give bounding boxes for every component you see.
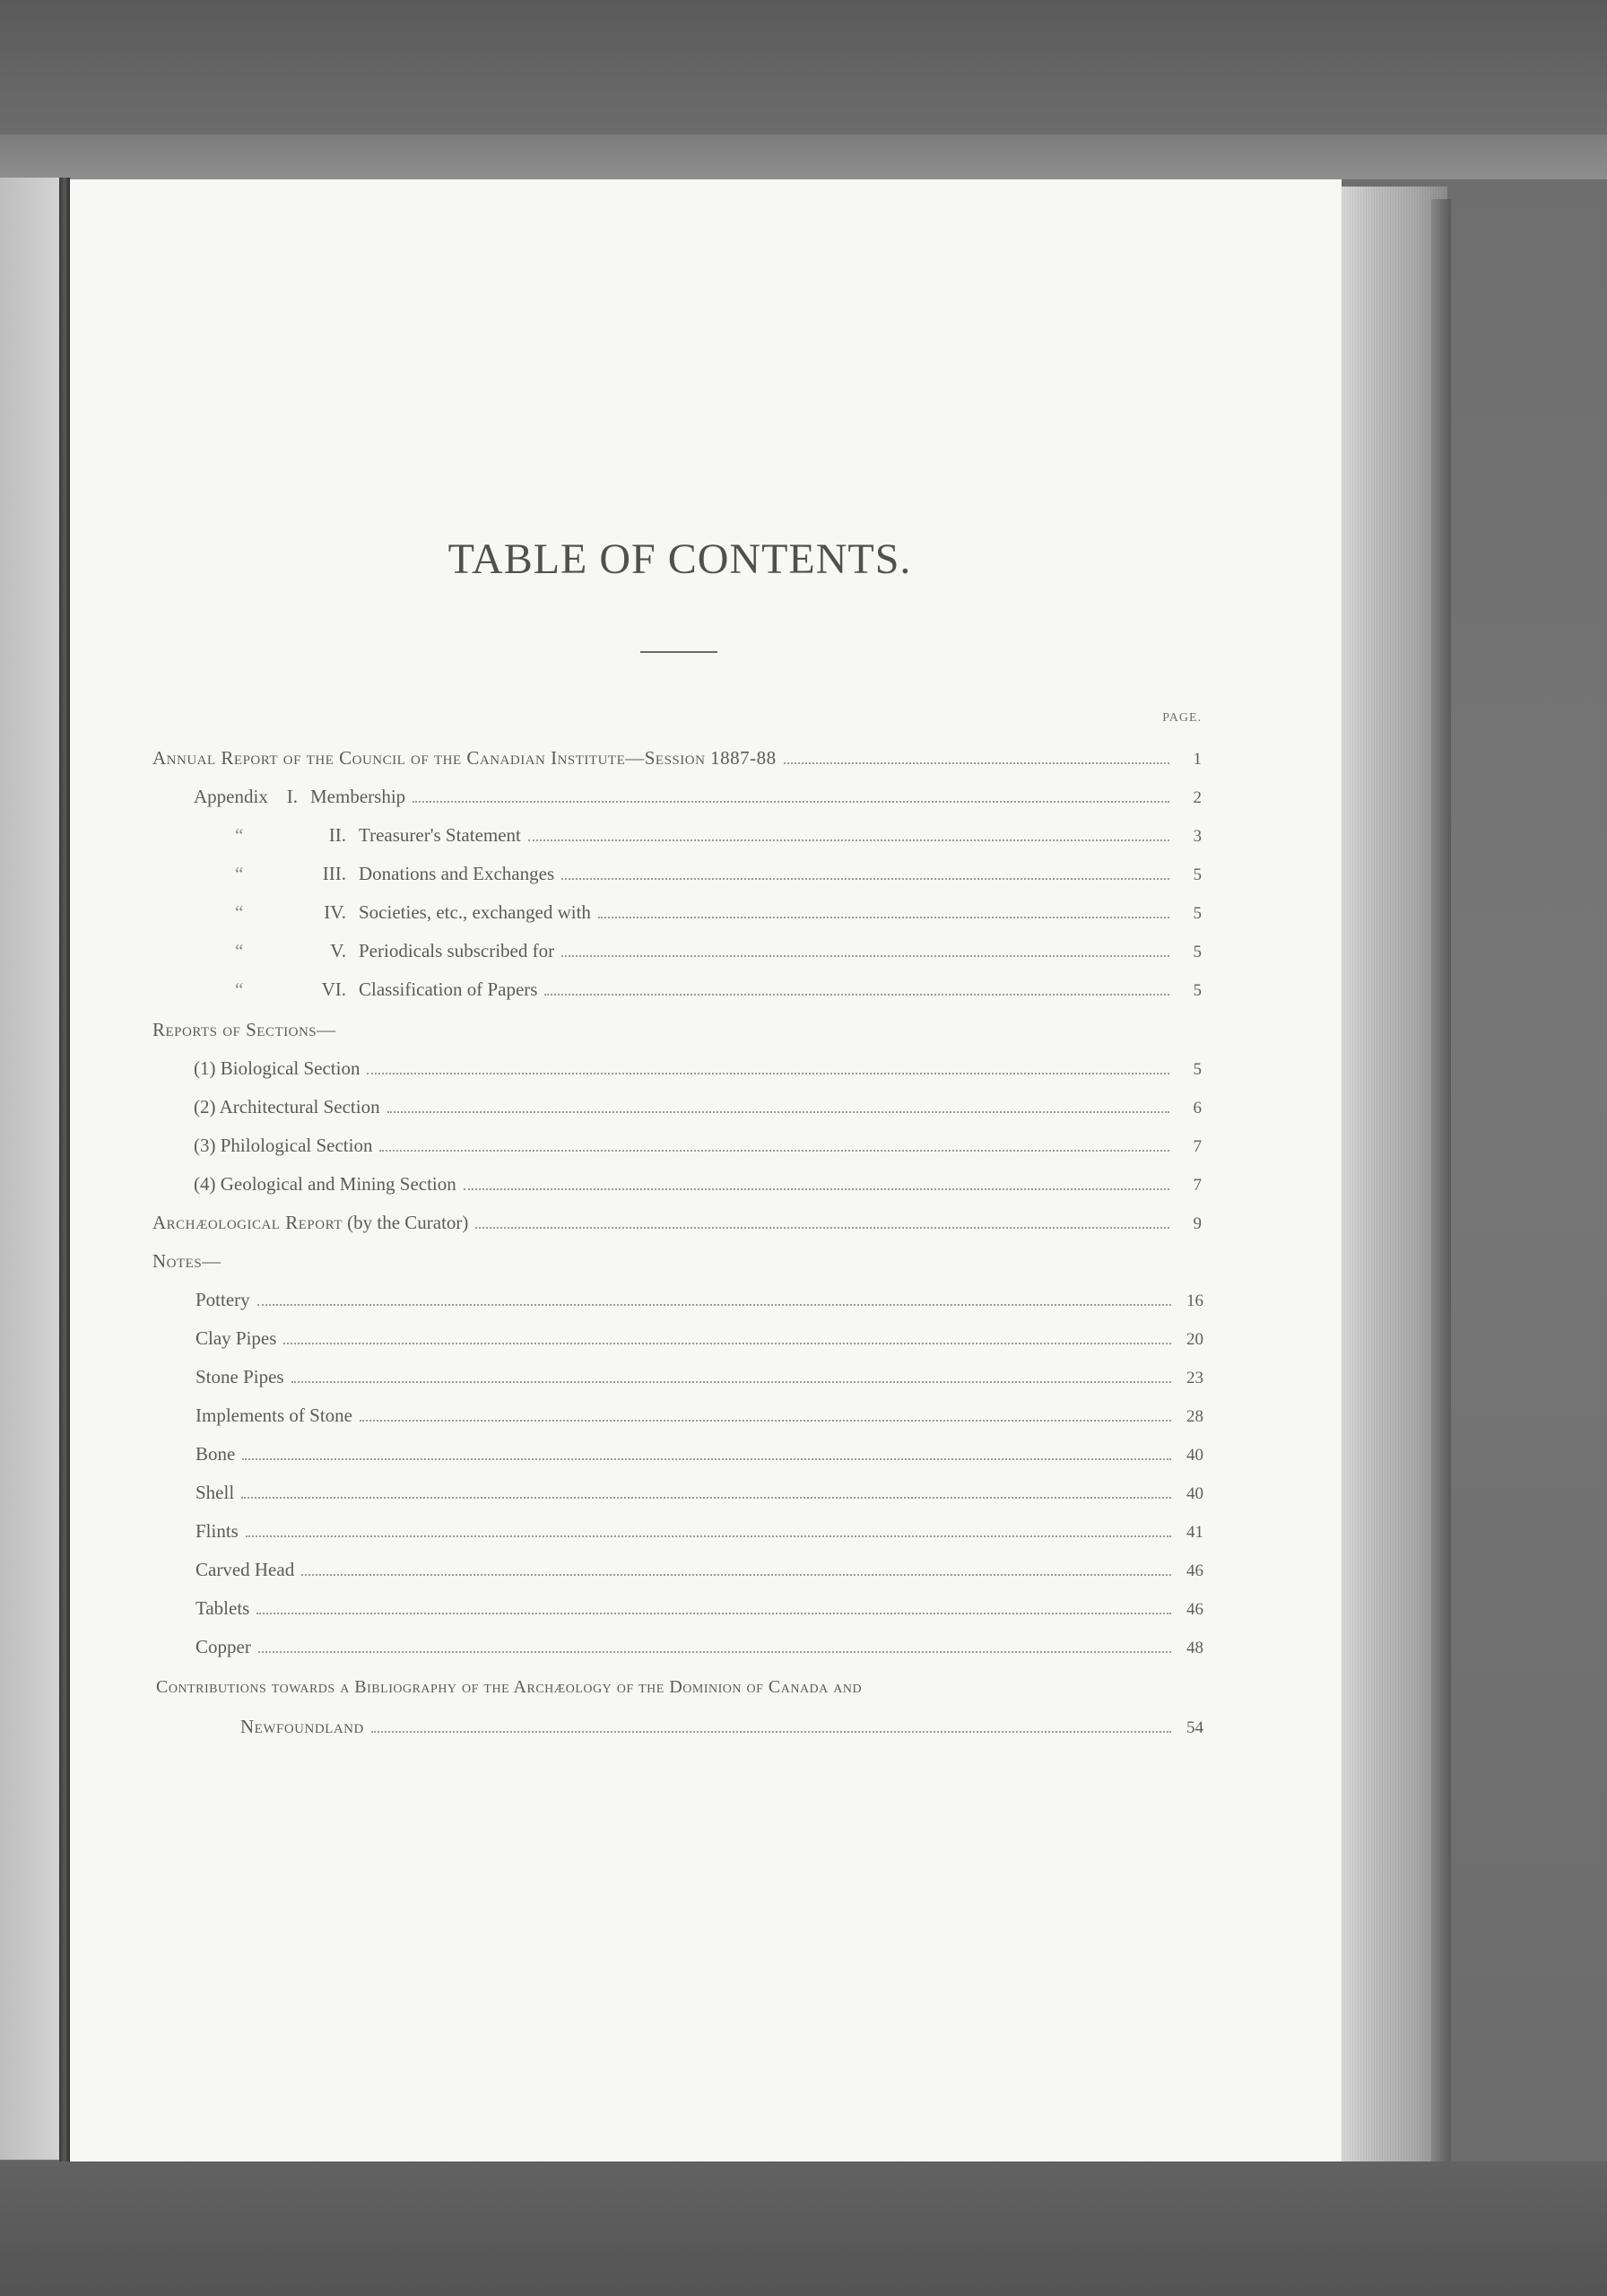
toc-entry-section[interactable] [194, 1135, 1202, 1165]
toc-entry-page: 5 [1193, 904, 1202, 923]
toc-entry-label: Donations and Exchanges [359, 863, 555, 884]
toc-entry-label: (4) Geological and Mining Section [194, 1173, 456, 1195]
appendix-number: III. [322, 863, 346, 884]
dot-leader [371, 1731, 1171, 1733]
toc-entry-page: 41 [1186, 1523, 1203, 1542]
dot-leader [561, 878, 1169, 880]
ditto-mark: “ [235, 978, 244, 1000]
toc-heading-label: Notes— [152, 1250, 222, 1272]
toc-entry-page: 48 [1186, 1639, 1203, 1657]
dot-leader [528, 839, 1169, 841]
dot-leader [241, 1497, 1171, 1499]
appendix-prefix: Appendix [194, 786, 268, 807]
toc-entry-label: Membership [310, 786, 406, 807]
toc-entry-note[interactable] [195, 1405, 1203, 1435]
toc-entry-page: 7 [1193, 1137, 1202, 1156]
toc-entry-page: 3 [1193, 827, 1202, 846]
toc-entry-contributions-line2[interactable] [240, 1716, 1203, 1746]
title-rule [640, 651, 717, 653]
toc-entry-appendix[interactable] [235, 863, 1202, 893]
toc-entry-page: 46 [1186, 1561, 1203, 1580]
appendix-number: II. [328, 824, 346, 846]
bottom-shadow-band [0, 2161, 1607, 2296]
toc-entry-note[interactable] [195, 1327, 1203, 1358]
toc-entry-section[interactable] [194, 1173, 1202, 1204]
toc-entry-contributions-line1[interactable] [156, 1677, 1205, 1708]
toc-entry-label-suffix: (by the Curator) [342, 1212, 469, 1233]
toc-entry-note[interactable] [195, 1289, 1203, 1319]
document-page [70, 179, 1342, 2161]
toc-entry-page: 54 [1186, 1718, 1203, 1737]
toc-entry-label: Flints [195, 1520, 239, 1542]
toc-entry-note[interactable] [195, 1443, 1203, 1474]
dot-leader [561, 955, 1169, 957]
toc-entry-label: Pottery [195, 1289, 250, 1310]
facing-page-edge [0, 178, 66, 2160]
dot-leader [544, 994, 1169, 996]
toc-entry-archaeological-report[interactable] [152, 1212, 1202, 1242]
dot-leader [379, 1150, 1169, 1152]
toc-entry-appendix[interactable] [235, 824, 1202, 855]
toc-entry-page: 5 [1193, 981, 1202, 1000]
toc-entry-page: 40 [1186, 1446, 1203, 1465]
dot-leader [475, 1227, 1169, 1229]
toc-entry-label: Carved Head [195, 1559, 295, 1580]
toc-entry-page: 16 [1186, 1292, 1203, 1310]
toc-entry-label: Contributions towards a Bibliography of the Archæology of the Dominion of Canada and [156, 1677, 863, 1697]
toc-entry-note[interactable] [195, 1366, 1203, 1396]
toc-entry-label: Stone Pipes [195, 1366, 284, 1387]
toc-entry-note[interactable] [195, 1559, 1203, 1589]
cover-edge [1431, 199, 1451, 2181]
toc-entry-page: 2 [1193, 788, 1202, 807]
dot-leader [464, 1188, 1169, 1190]
toc-entry-annual-report[interactable] [152, 747, 1202, 778]
toc-entry-page: 46 [1186, 1600, 1203, 1619]
dot-leader [301, 1574, 1171, 1576]
toc-entry-note[interactable] [195, 1597, 1203, 1628]
appendix-number: VI. [321, 978, 346, 1000]
toc-entry-label: Periodicals subscribed for [359, 940, 555, 961]
toc-entry-label: (2) Architectural Section [194, 1096, 380, 1118]
toc-entry-appendix[interactable] [235, 940, 1202, 970]
toc-heading-label: Reports of Sections— [152, 1019, 336, 1040]
toc-entry-page: 5 [1193, 1060, 1202, 1079]
ditto-mark: “ [235, 901, 244, 923]
toc-entry-appendix[interactable] [235, 901, 1202, 932]
toc-entry-label: (3) Philological Section [194, 1135, 373, 1156]
toc-entry-label: Newfoundland [240, 1716, 364, 1737]
toc-entry-section[interactable] [194, 1057, 1202, 1088]
page-column-header: PAGE. [1162, 711, 1202, 725]
toc-entry-label: Classification of Papers [359, 978, 538, 1000]
dot-leader [256, 1613, 1171, 1614]
toc-entry-appendix[interactable] [235, 978, 1202, 1009]
toc-entry-label: Clay Pipes [195, 1327, 277, 1349]
toc-entry-note[interactable] [195, 1636, 1203, 1666]
toc-entry-page: 23 [1186, 1369, 1203, 1387]
dot-leader [257, 1304, 1171, 1306]
toc-entry-label: Treasurer's Statement [359, 824, 521, 846]
toc-entry-label: Archæological Report [152, 1212, 343, 1233]
toc-entry-label: Tablets [195, 1597, 250, 1619]
toc-entry-page: 28 [1186, 1407, 1203, 1426]
toc-entry-page: 40 [1186, 1484, 1203, 1503]
dot-leader [360, 1420, 1171, 1422]
dot-leader [413, 801, 1169, 803]
toc-entry-label: Societies, etc., exchanged with [359, 901, 591, 923]
appendix-number: I. [286, 786, 298, 807]
toc-entry-appendix[interactable] [194, 786, 1202, 816]
toc-heading-reports [152, 1019, 691, 1049]
dot-leader [387, 1111, 1169, 1113]
toc-entry-page: 5 [1193, 943, 1202, 961]
toc-entry-label: Bone [195, 1443, 236, 1465]
toc-entry-label: Copper [195, 1636, 251, 1657]
toc-entry-note[interactable] [195, 1482, 1203, 1512]
dot-leader [258, 1651, 1171, 1653]
top-shadow-band [0, 135, 1607, 179]
toc-entry-page: 7 [1193, 1176, 1202, 1195]
appendix-number: V. [330, 940, 346, 961]
dot-leader [598, 917, 1169, 918]
dot-leader [283, 1343, 1171, 1344]
toc-entry-page: 9 [1193, 1214, 1202, 1233]
toc-entry-label: Shell [195, 1482, 235, 1503]
ditto-mark: “ [235, 824, 244, 846]
dot-leader [367, 1073, 1169, 1074]
dot-leader [291, 1381, 1171, 1383]
toc-entry-page: 6 [1193, 1099, 1202, 1118]
toc-entry-page: 20 [1186, 1330, 1203, 1349]
ditto-mark: “ [235, 940, 244, 961]
toc-heading-notes [152, 1250, 511, 1281]
toc-entry-label: Implements of Stone [195, 1405, 352, 1426]
ditto-mark: “ [235, 863, 244, 884]
dot-leader [784, 762, 1169, 764]
appendix-number: IV. [324, 901, 346, 923]
toc-entry-page: 5 [1193, 865, 1202, 884]
toc-entry-note[interactable] [195, 1520, 1203, 1551]
toc-entry-section[interactable] [194, 1096, 1202, 1126]
toc-entry-label: (1) Biological Section [194, 1057, 360, 1079]
toc-entry-page: 1 [1193, 750, 1202, 769]
dot-leader [246, 1535, 1171, 1537]
dot-leader [242, 1458, 1171, 1460]
page-title: TABLE OF CONTENTS. [447, 535, 912, 583]
toc-entry-label: Annual Report of the Council of the Canadian Institute—Session 1887-88 [152, 747, 777, 769]
book-binding [59, 178, 70, 2164]
